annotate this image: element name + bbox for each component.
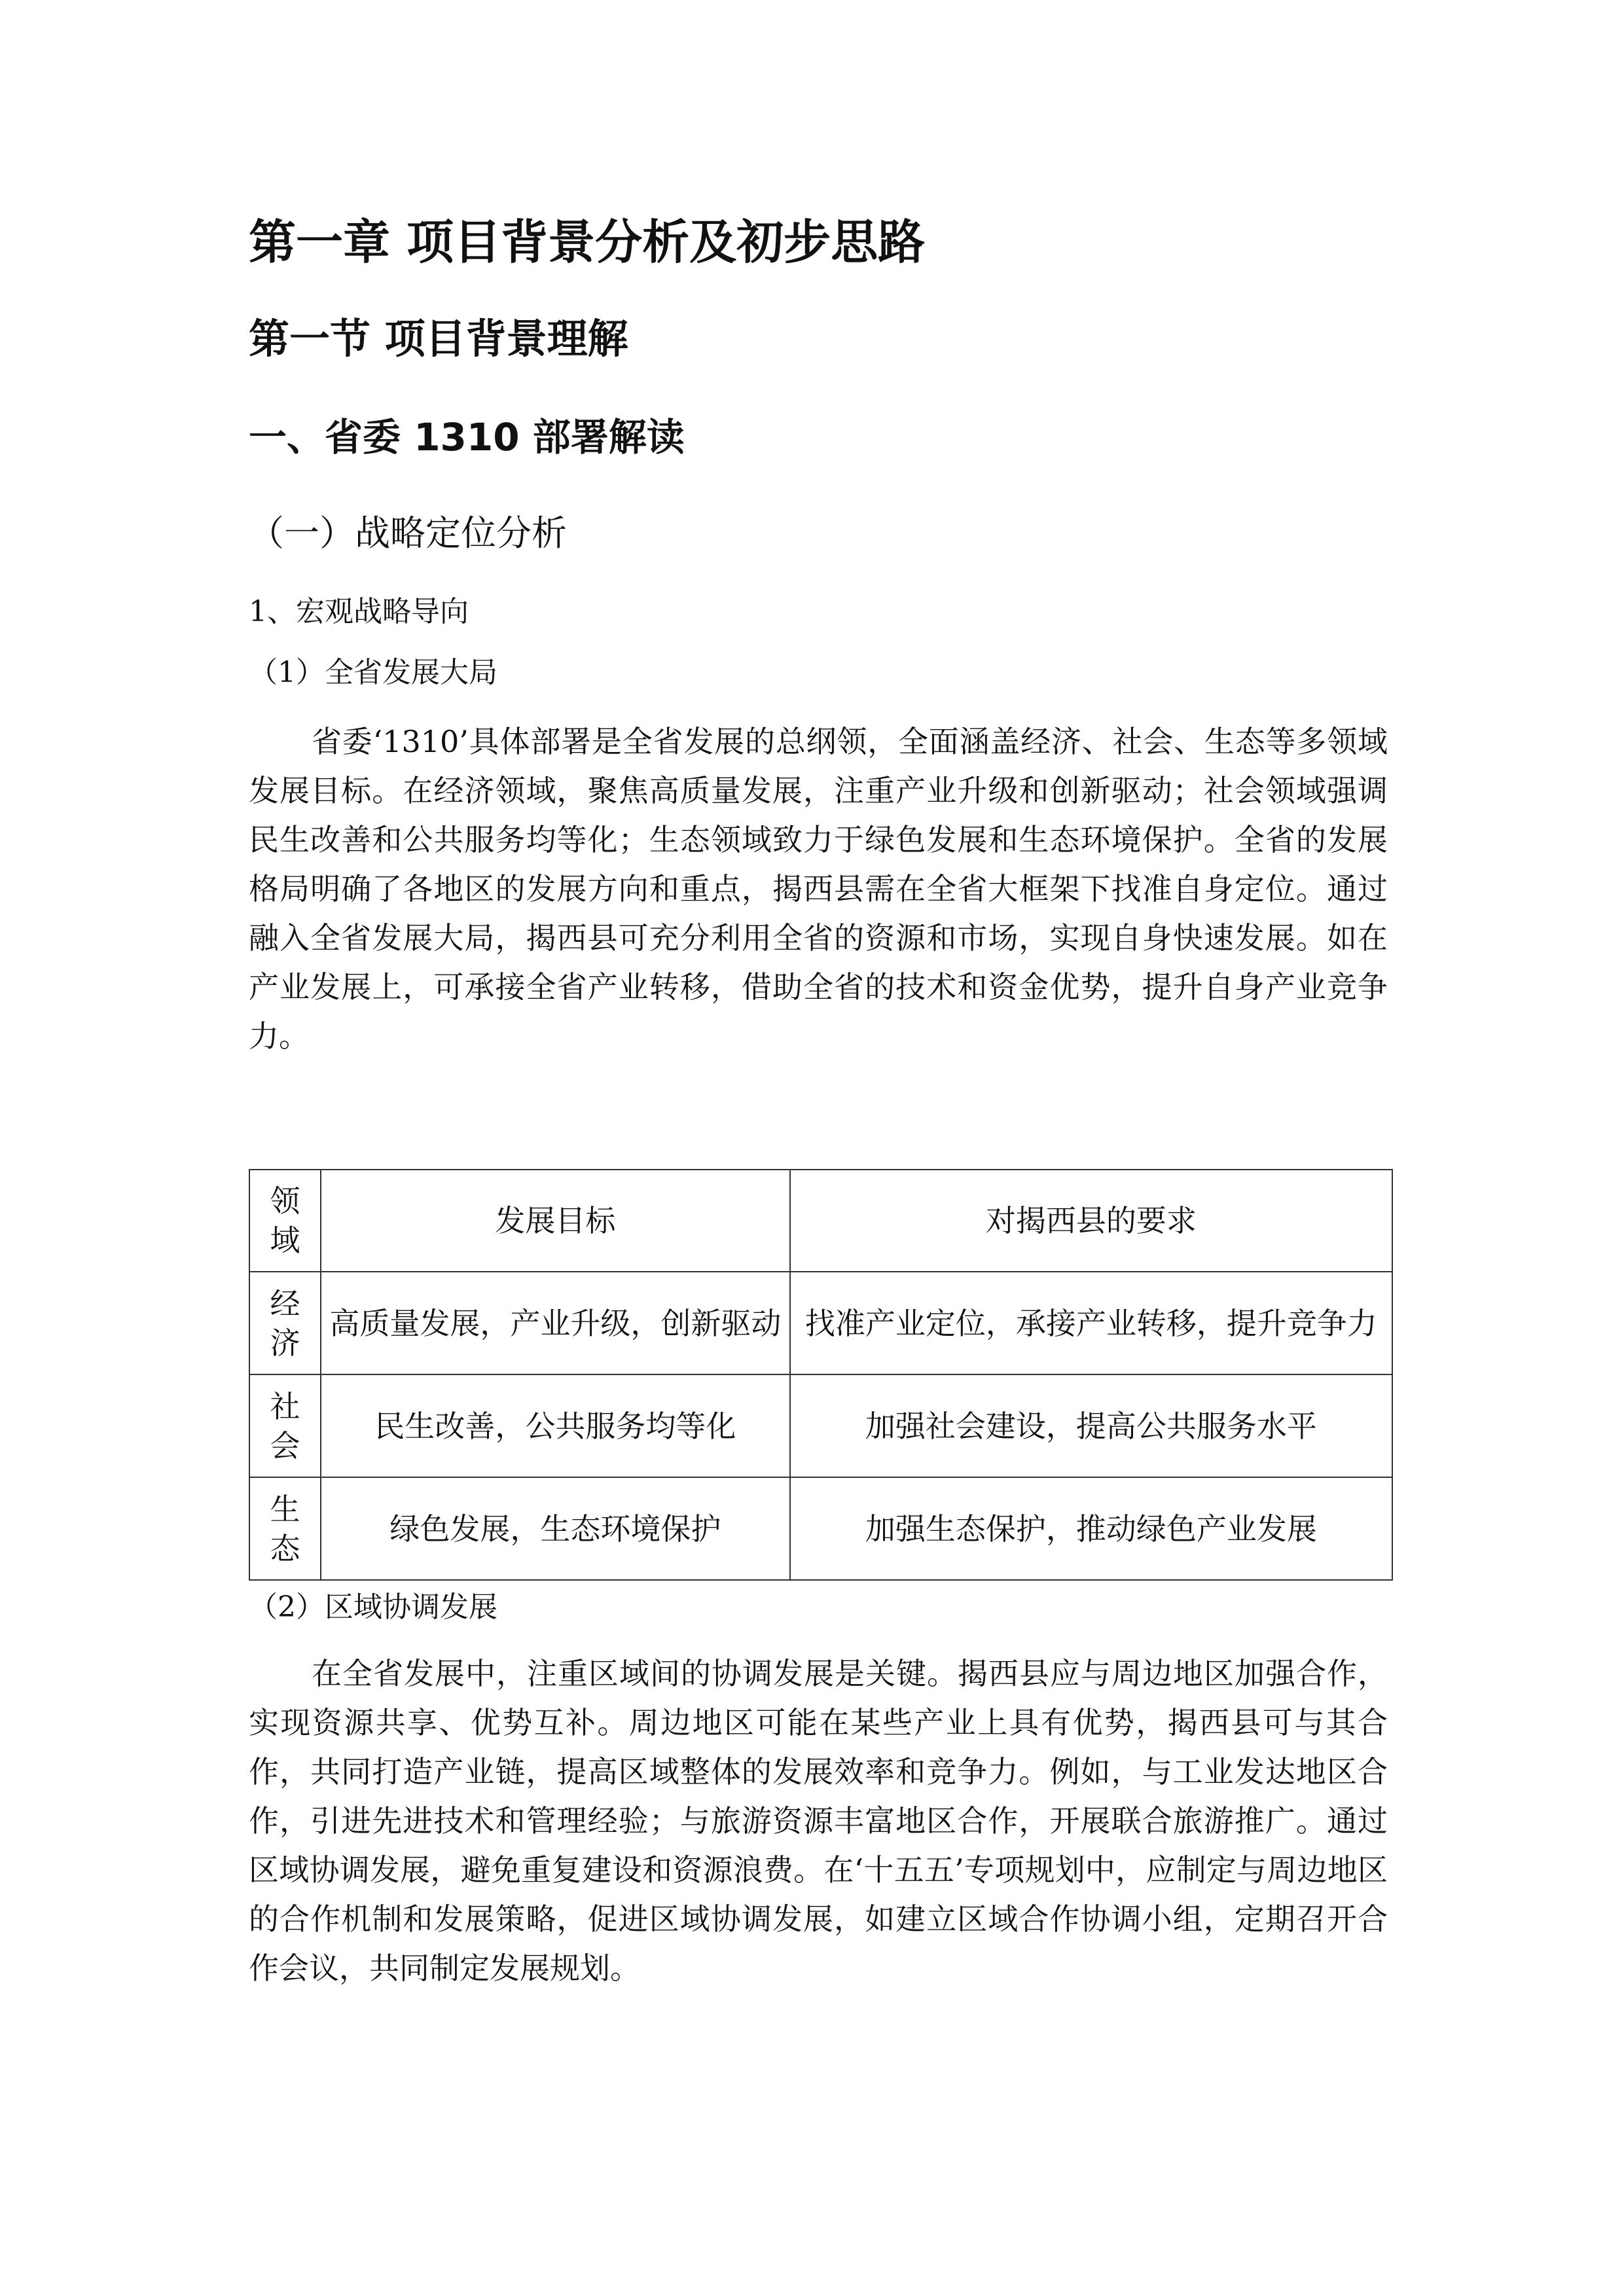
table-row <box>249 1477 1392 1580</box>
table-cell: 高质量发展，产业升级，创新驱动 <box>321 1272 790 1374</box>
table-header-cell: 对揭西县的要求 <box>790 1170 1392 1272</box>
table-row <box>249 1272 1392 1374</box>
table-cell: 生态 <box>249 1477 321 1580</box>
subsection-title: 一、省委 1310 部署解读 <box>249 415 685 459</box>
table-cell: 民生改善，公共服务均等化 <box>321 1374 790 1477</box>
paragraph-provincial-development: 省委‘1310’具体部署是全省发展的总纲领，全面涵盖经济、社会、生态等多领域发展目标。在经济领域，聚焦高质量发展，注重产业升级和创新驱动；社会领域强调民生改善和公共服务均等化；生态领域致力于绿色发展和生态环境保护。全省的发展格局明确了各地区的发展方向和重点，揭西县需在全省大框架下找准自身定位。通过融入全省发展大局，揭西县可充分利用全省的资源和市场，实现自身快速发展。如在产业发展上，可承接全省产业转移，借助全省的技术和资金优势，提升自身产业竞争力。 <box>249 724 1388 1054</box>
table-header-cell: 领域 <box>249 1170 321 1272</box>
item-heading-macro-strategy: 1、宏观战略导向 <box>249 595 469 628</box>
table-cell: 找准产业定位，承接产业转移，提升竞争力 <box>790 1272 1392 1374</box>
table-row <box>249 1374 1392 1477</box>
table-cell: 社会 <box>249 1374 321 1477</box>
subsubsection-title: （一）战略定位分析 <box>249 512 567 554</box>
table-cell: 加强生态保护，推动绿色产业发展 <box>790 1477 1392 1580</box>
table-header-cell: 发展目标 <box>321 1170 790 1272</box>
chapter-title: 第一章 项目背景分析及初步思路 <box>249 215 926 270</box>
table-cell: 加强社会建设，提高公共服务水平 <box>790 1374 1392 1477</box>
table-cell: 绿色发展，生态环境保护 <box>321 1477 790 1580</box>
paragraph-regional-coordination: 在全省发展中，注重区域间的协调发展是关键。揭西县应与周边地区加强合作，实现资源共享、优势互补。周边地区可能在某些产业上具有优势，揭西县可与其合作，共同打造产业链，提高区域整体的发展效率和竞争力。例如，与工业发达地区合作，引进先进技术和管理经验；与旅游资源丰富地区合作，开展联合旅游推广。通过区域协调发展，避免重复建设和资源浪费。在‘十五五’专项规划中，应制定与周边地区的合作机制和发展策略，促进区域协调发展，如建立区域合作协调小组，定期召开合作会议，共同制定发展规划。 <box>249 1656 1388 1986</box>
section-title: 第一节 项目背景理解 <box>249 315 628 363</box>
item-heading-regional-coordination: （2）区域协调发展 <box>249 1590 497 1624</box>
table-cell: 经济 <box>249 1272 321 1374</box>
item-heading-provincial-development: （1）全省发展大局 <box>249 656 497 689</box>
table-header-row <box>249 1170 1392 1272</box>
development-goals-table <box>249 1169 1393 1581</box>
